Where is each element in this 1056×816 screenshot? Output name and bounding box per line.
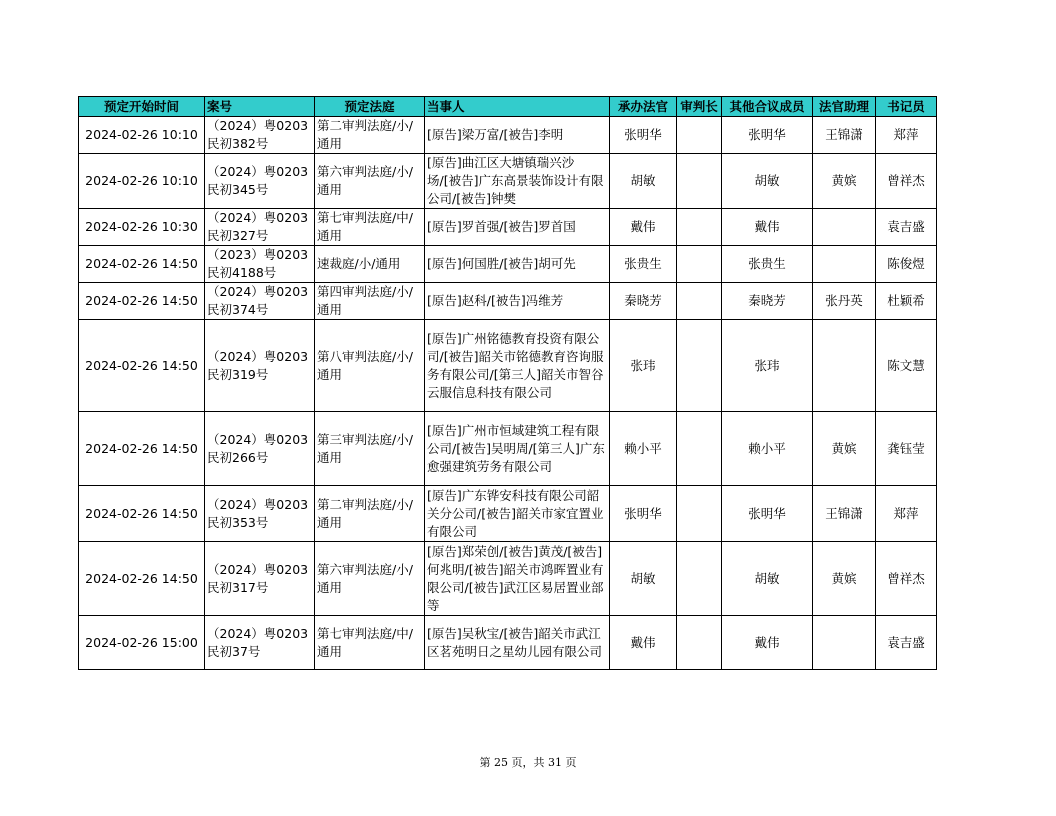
cell-chief-judge	[677, 486, 722, 542]
cell-judge-assistant	[813, 209, 876, 246]
cell-courtroom: 第六审判法庭/小/通用	[315, 154, 425, 209]
cell-courtroom: 第二审判法庭/小/通用	[315, 117, 425, 154]
header-row	[79, 97, 937, 117]
cell-case-number: （2024）粤0203民初37号	[205, 616, 315, 670]
cell-clerk: 陈文慧	[876, 320, 937, 412]
cell-clerk: 曾祥杰	[876, 154, 937, 209]
cell-case-number: （2024）粤0203民初353号	[205, 486, 315, 542]
cell-panel-members: 秦晓芳	[722, 283, 813, 320]
cell-parties: [原告]广州市恒域建筑工程有限公司/[被告]吴明周/[第三人]广东愈强建筑劳务有限公司	[425, 412, 610, 486]
cell-judge-assistant: 黄嫔	[813, 154, 876, 209]
cell-courtroom: 第八审判法庭/小/通用	[315, 320, 425, 412]
cell-clerk: 袁吉盛	[876, 616, 937, 670]
cell-case-number: （2024）粤0203民初374号	[205, 283, 315, 320]
cell-presiding-judge: 张玮	[610, 320, 677, 412]
cell-chief-judge	[677, 117, 722, 154]
table-row	[79, 542, 937, 616]
cell-panel-members: 张明华	[722, 486, 813, 542]
cell-case-number: （2023）粤0203民初4188号	[205, 246, 315, 283]
header-start-time: 预定开始时间	[79, 97, 205, 117]
table-body	[79, 117, 937, 670]
footer-middle: 页，共	[508, 756, 548, 769]
cell-panel-members: 张明华	[722, 117, 813, 154]
cell-presiding-judge: 张明华	[610, 486, 677, 542]
cell-parties: [原告]梁万富/[被告]李明	[425, 117, 610, 154]
cell-panel-members: 胡敏	[722, 154, 813, 209]
cell-presiding-judge: 戴伟	[610, 616, 677, 670]
cell-judge-assistant: 黄嫔	[813, 412, 876, 486]
footer-total-pages: 31	[548, 756, 562, 769]
cell-clerk: 陈俊煜	[876, 246, 937, 283]
table-row	[79, 616, 937, 670]
cell-courtroom: 第二审判法庭/小/通用	[315, 486, 425, 542]
cell-courtroom: 第六审判法庭/小/通用	[315, 542, 425, 616]
table-row	[79, 117, 937, 154]
cell-chief-judge	[677, 154, 722, 209]
cell-judge-assistant: 黄嫔	[813, 542, 876, 616]
cell-chief-judge	[677, 412, 722, 486]
header-clerk: 书记员	[876, 97, 937, 117]
header-judge-assistant: 法官助理	[813, 97, 876, 117]
cell-parties: [原告]吴秋宝/[被告]韶关市武江区茗苑明日之星幼儿园有限公司	[425, 616, 610, 670]
header-presiding-judge: 承办法官	[610, 97, 677, 117]
footer-prefix: 第	[479, 756, 494, 769]
cell-judge-assistant: 王锦潇	[813, 117, 876, 154]
cell-parties: [原告]赵科/[被告]冯维芳	[425, 283, 610, 320]
cell-start-time: 2024-02-26 14:50	[79, 283, 205, 320]
cell-start-time: 2024-02-26 14:50	[79, 320, 205, 412]
cell-judge-assistant	[813, 246, 876, 283]
table-row	[79, 209, 937, 246]
page-footer	[0, 754, 1056, 770]
cell-parties: [原告]郑荣创/[被告]黄茂/[被告]何兆明/[被告]韶关市鸿晖置业有限公司/[被告]武江区易居置业部等	[425, 542, 610, 616]
cell-case-number: （2024）粤0203民初266号	[205, 412, 315, 486]
cell-panel-members: 戴伟	[722, 616, 813, 670]
header-panel-members: 其他合议成员	[722, 97, 813, 117]
cell-parties: [原告]广州铭德教育投资有限公司/[被告]韶关市铭德教育咨询服务有限公司/[第三人]韶关市智谷云服信息科技有限公司	[425, 320, 610, 412]
cell-courtroom: 第三审判法庭/小/通用	[315, 412, 425, 486]
cell-start-time: 2024-02-26 15:00	[79, 616, 205, 670]
cell-panel-members: 赖小平	[722, 412, 813, 486]
header-parties: 当事人	[425, 97, 610, 117]
footer-page-number: 25	[494, 756, 508, 769]
cell-chief-judge	[677, 209, 722, 246]
table-row	[79, 486, 937, 542]
cell-judge-assistant	[813, 320, 876, 412]
footer-suffix: 页	[562, 756, 577, 769]
cell-judge-assistant	[813, 616, 876, 670]
cell-start-time: 2024-02-26 14:50	[79, 246, 205, 283]
cell-chief-judge	[677, 616, 722, 670]
cell-parties: [原告]曲江区大塘镇瑞兴沙场/[被告]广东高景装饰设计有限公司/[被告]钟樊	[425, 154, 610, 209]
cell-clerk: 曾祥杰	[876, 542, 937, 616]
cell-presiding-judge: 秦晓芳	[610, 283, 677, 320]
cell-clerk: 郑萍	[876, 486, 937, 542]
cell-clerk: 袁吉盛	[876, 209, 937, 246]
cell-courtroom: 第四审判法庭/小/通用	[315, 283, 425, 320]
cell-panel-members: 张玮	[722, 320, 813, 412]
cell-case-number: （2024）粤0203民初345号	[205, 154, 315, 209]
cell-chief-judge	[677, 542, 722, 616]
table-row	[79, 412, 937, 486]
cell-clerk: 龚钰莹	[876, 412, 937, 486]
cell-presiding-judge: 胡敏	[610, 542, 677, 616]
cell-panel-members: 戴伟	[722, 209, 813, 246]
cell-courtroom: 速裁庭/小/通用	[315, 246, 425, 283]
cell-courtroom: 第七审判法庭/中/通用	[315, 209, 425, 246]
cell-panel-members: 胡敏	[722, 542, 813, 616]
cell-presiding-judge: 胡敏	[610, 154, 677, 209]
cell-start-time: 2024-02-26 10:10	[79, 117, 205, 154]
cell-judge-assistant: 张丹英	[813, 283, 876, 320]
table-row	[79, 283, 937, 320]
cell-courtroom: 第七审判法庭/中/通用	[315, 616, 425, 670]
table-row	[79, 154, 937, 209]
cell-presiding-judge: 张贵生	[610, 246, 677, 283]
cell-case-number: （2024）粤0203民初317号	[205, 542, 315, 616]
table-row	[79, 246, 937, 283]
cell-presiding-judge: 张明华	[610, 117, 677, 154]
cell-presiding-judge: 赖小平	[610, 412, 677, 486]
cell-parties: [原告]广东铧安科技有限公司韶关分公司/[被告]韶关市家宜置业有限公司	[425, 486, 610, 542]
cell-start-time: 2024-02-26 10:10	[79, 154, 205, 209]
cell-start-time: 2024-02-26 10:30	[79, 209, 205, 246]
cell-case-number: （2024）粤0203民初319号	[205, 320, 315, 412]
cell-case-number: （2024）粤0203民初382号	[205, 117, 315, 154]
cell-chief-judge	[677, 320, 722, 412]
cell-case-number: （2024）粤0203民初327号	[205, 209, 315, 246]
header-case-number: 案号	[205, 97, 315, 117]
cell-clerk: 杜颖希	[876, 283, 937, 320]
header-courtroom: 预定法庭	[315, 97, 425, 117]
cell-chief-judge	[677, 246, 722, 283]
cell-parties: [原告]何国胜/[被告]胡可先	[425, 246, 610, 283]
header-chief-judge: 审判长	[677, 97, 722, 117]
hearing-schedule-table	[78, 96, 937, 670]
cell-start-time: 2024-02-26 14:50	[79, 542, 205, 616]
cell-parties: [原告]罗首强/[被告]罗首国	[425, 209, 610, 246]
table-row	[79, 320, 937, 412]
cell-presiding-judge: 戴伟	[610, 209, 677, 246]
cell-judge-assistant: 王锦潇	[813, 486, 876, 542]
cell-chief-judge	[677, 283, 722, 320]
cell-clerk: 郑萍	[876, 117, 937, 154]
cell-start-time: 2024-02-26 14:50	[79, 412, 205, 486]
cell-start-time: 2024-02-26 14:50	[79, 486, 205, 542]
cell-panel-members: 张贵生	[722, 246, 813, 283]
table-header	[79, 97, 937, 117]
